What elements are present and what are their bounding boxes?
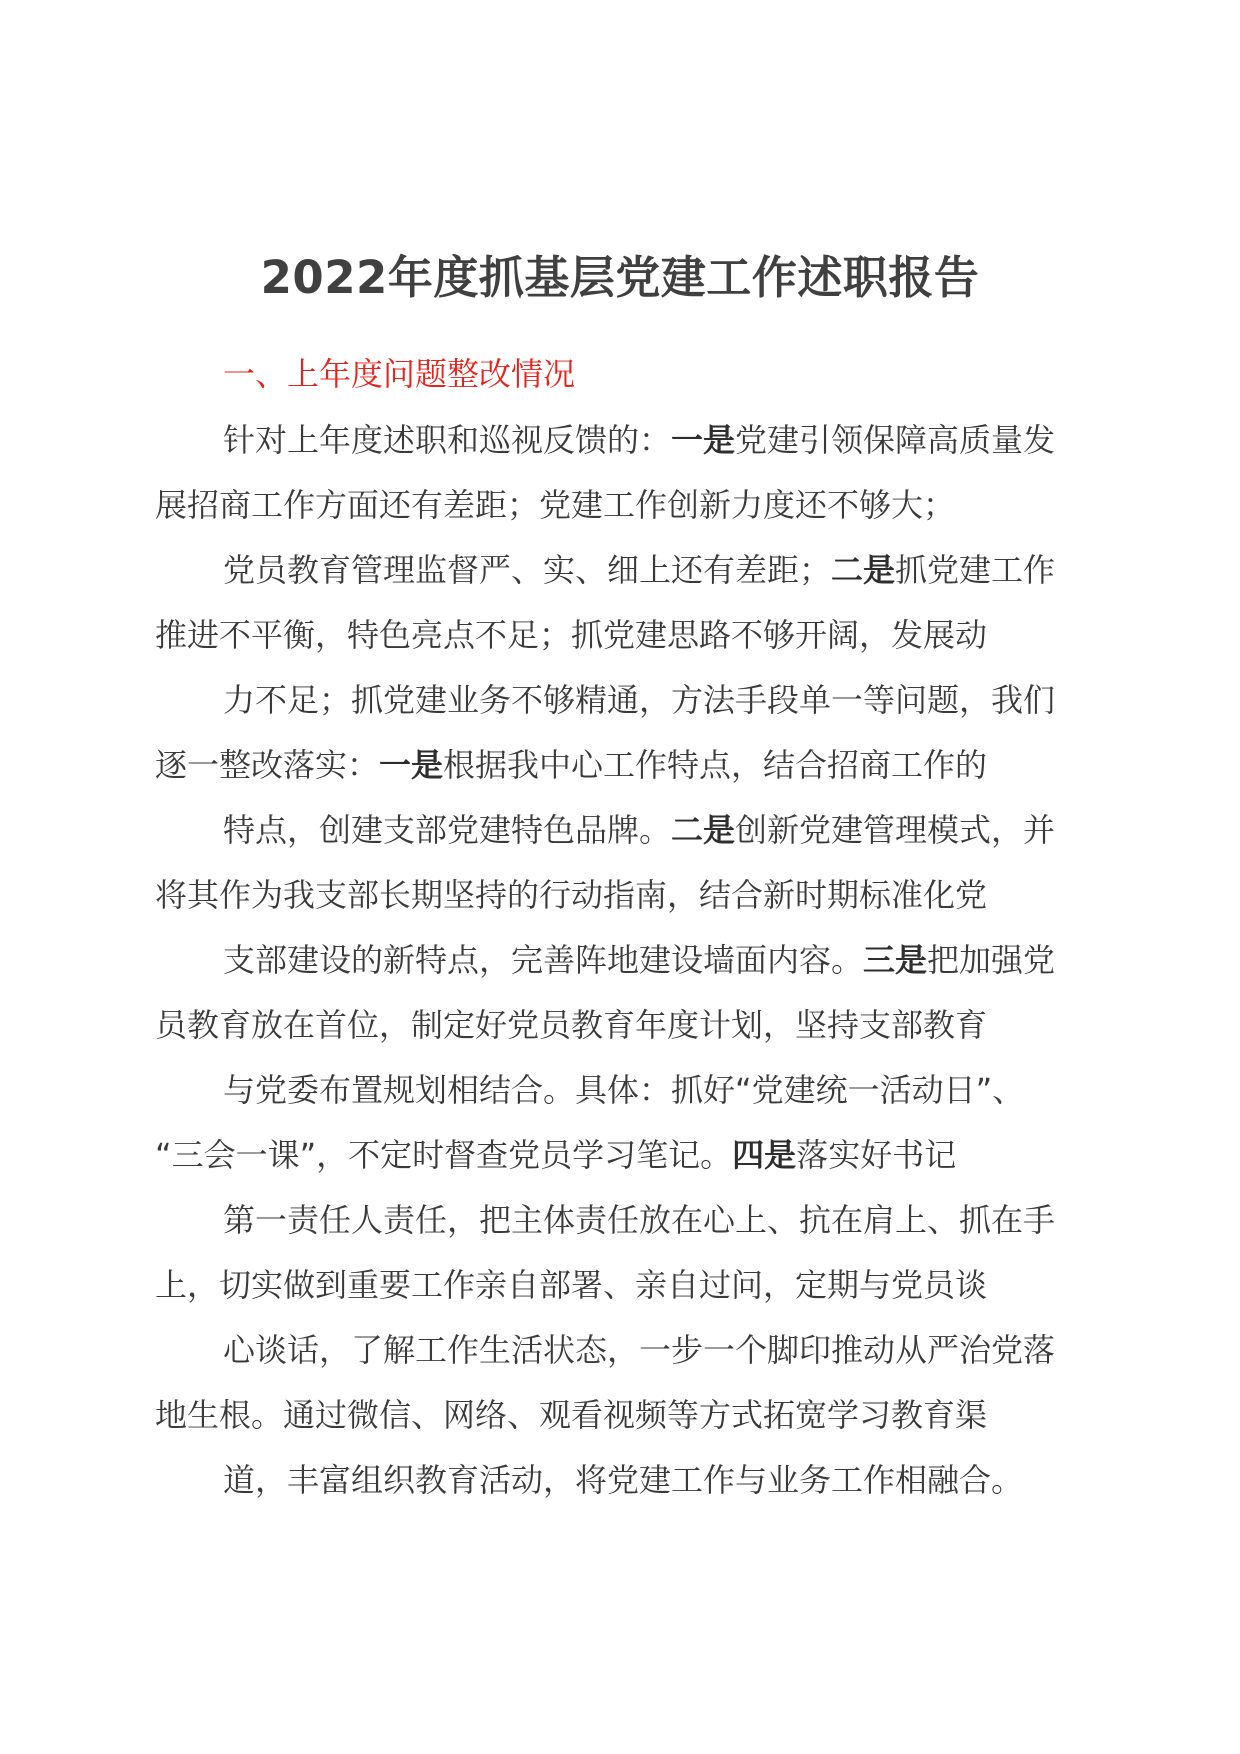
body-text: 根据我中心工作特点，结合招商工作的 <box>443 746 988 784</box>
body-line <box>155 743 987 787</box>
body-text: 推进不平衡，特色亮点不足；抓党建思路不够开阔，发展动 <box>155 616 988 654</box>
body-text: 支部建设的新特点，完善阵地建设墙面内容。 <box>223 941 864 979</box>
body-line <box>223 1198 1055 1242</box>
body-text: 落实好书记 <box>796 1136 957 1174</box>
body-line <box>155 1133 956 1177</box>
body-text: 上，切实做到重要工作亲自部署、亲自过问，定期与党员谈 <box>155 1266 988 1304</box>
body-text: 力不足；抓党建业务不够精通，方法手段单一等问题，我们 <box>223 681 1056 719</box>
document-title: 2022年度抓基层党建工作述职报告 <box>260 251 980 304</box>
body-line <box>223 1328 1055 1372</box>
body-text: 员教育放在首位，制定好党员教育年度计划，坚持支部教育 <box>155 1006 988 1044</box>
body-line <box>223 1458 1023 1502</box>
body-line <box>223 548 1055 592</box>
body-text: 心谈话，了解工作生活状态，一步一个脚印推动从严治党落 <box>223 1331 1056 1369</box>
emphasis-text: 四是 <box>732 1136 797 1174</box>
body-line <box>223 808 1055 852</box>
body-text: 逐一整改落实： <box>155 746 380 784</box>
body-line <box>223 418 1055 462</box>
body-text: 地生根。通过微信、网络、观看视频等方式拓宽学习教育渠 <box>155 1396 988 1434</box>
emphasis-text: 二是 <box>671 811 736 849</box>
body-line <box>155 1003 987 1047</box>
body-line <box>223 938 1055 982</box>
body-line <box>155 1393 987 1437</box>
body-text: 道，丰富组织教育活动，将党建工作与业务工作相融合。 <box>223 1461 1024 1499</box>
body-line <box>155 873 987 917</box>
body-line <box>155 1263 987 1307</box>
body-text: “三会一课”，不定时督查党员学习笔记。 <box>155 1136 733 1174</box>
body-line <box>223 678 1055 722</box>
emphasis-text: 一是 <box>671 421 736 459</box>
body-text: 党员教育管理监督严、实、细上还有差距； <box>223 551 832 589</box>
body-text: 与党委布置规划相结合。具体：抓好“党建统一活动日”、 <box>223 1071 1025 1109</box>
body-line <box>155 483 955 527</box>
body-line <box>155 613 987 657</box>
body-text: 展招商工作方面还有差距；党建工作创新力度还不够大； <box>155 486 956 524</box>
body-text: 针对上年度述职和巡视反馈的： <box>223 421 672 459</box>
body-text: 第一责任人责任，把主体责任放在心上、抗在肩上、抓在手 <box>223 1201 1056 1239</box>
body-text: 抓党建工作 <box>895 551 1056 589</box>
emphasis-text: 二是 <box>831 551 896 589</box>
body-text: 特点，创建支部党建特色品牌。 <box>223 811 672 849</box>
body-text: 将其作为我支部长期坚持的行动指南，结合新时期标准化党 <box>155 876 988 914</box>
emphasis-text: 三是 <box>863 941 928 979</box>
body-text: 把加强党 <box>927 941 1056 979</box>
emphasis-text: 一是 <box>379 746 444 784</box>
body-text: 党建引领保障高质量发 <box>735 421 1056 459</box>
body-line <box>223 1068 1024 1112</box>
body-text: 创新党建管理模式，并 <box>735 811 1056 849</box>
section-heading: 一、上年度问题整改情况 <box>223 355 576 393</box>
